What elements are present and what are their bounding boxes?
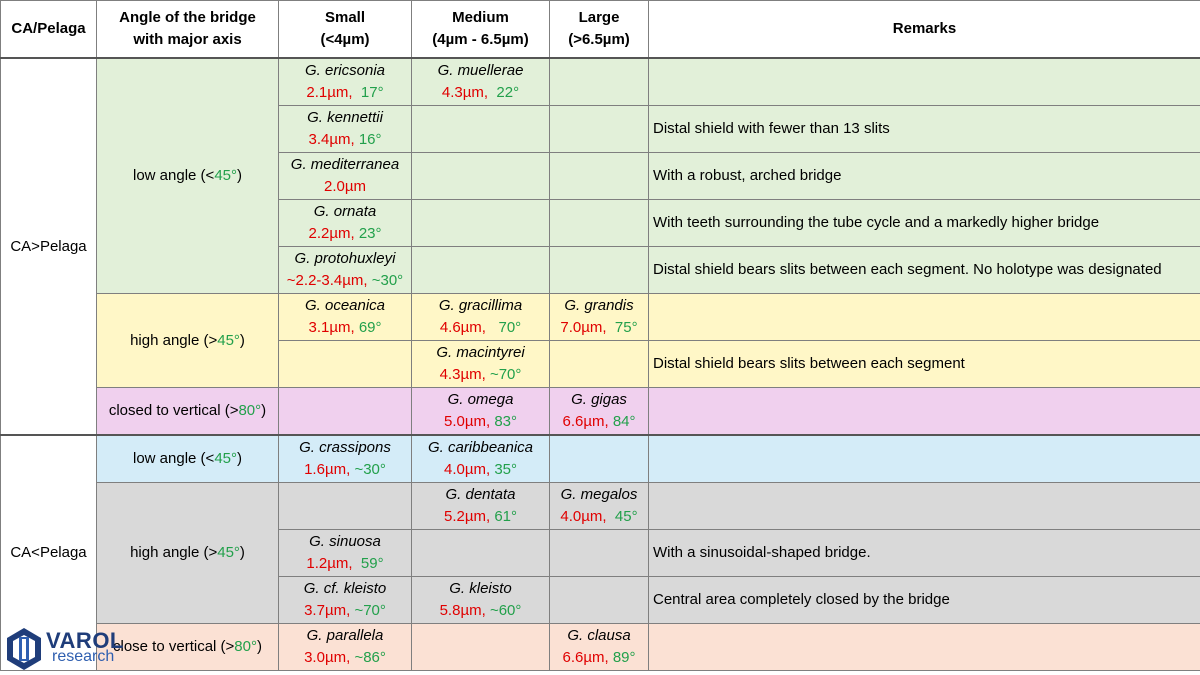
species-cell: G. ornata 2.2µm, 23° — [279, 200, 412, 247]
header-angle: Angle of the bridge with major axis — [97, 1, 279, 59]
remark-cell — [649, 388, 1200, 436]
species-cell: G. sinuosa 1.2µm, 59° — [279, 530, 412, 577]
angle-vertical-1: closed to vertical (>80°) — [97, 388, 279, 436]
species-cell: G. gracillima 4.6µm, 70° — [412, 294, 550, 341]
angle-high-2: high angle (>45°) — [97, 483, 279, 624]
species-cell: G. muellerae 4.3µm, 22° — [412, 58, 550, 106]
species-cell: G. dentata 5.2µm, 61° — [412, 483, 550, 530]
empty-cell — [279, 483, 412, 530]
empty-cell — [550, 106, 649, 153]
remark-cell — [649, 294, 1200, 341]
table-row — [1, 58, 1200, 106]
species-cell: G. gigas 6.6µm, 84° — [550, 388, 649, 436]
remark-cell — [649, 483, 1200, 530]
empty-cell — [412, 106, 550, 153]
empty-cell — [412, 200, 550, 247]
species-cell: G. crassipons 1.6µm, ~30° — [279, 435, 412, 483]
header-ca-pelaga: CA/Pelaga — [1, 1, 97, 59]
species-cell: G. caribbeanica 4.0µm, 35° — [412, 435, 550, 483]
empty-cell — [550, 200, 649, 247]
remark-cell — [649, 58, 1200, 106]
header-small: Small (<4µm) — [279, 1, 412, 59]
empty-cell — [550, 58, 649, 106]
remark-cell — [649, 435, 1200, 483]
empty-cell — [279, 388, 412, 436]
species-cell: G. mediterranea 2.0µm — [279, 153, 412, 200]
species-cell: G. macintyrei 4.3µm, ~70° — [412, 341, 550, 388]
header-medium: Medium (4µm - 6.5µm) — [412, 1, 550, 59]
group-ca-greater: CA>Pelaga — [1, 58, 97, 435]
empty-cell — [550, 577, 649, 624]
remark-cell: Distal shield bears slits between each segment. No holotype was designated — [649, 247, 1200, 294]
group-ca-less: CA<Pelaga — [1, 435, 97, 671]
angle-low-1: low angle (<45°) — [97, 58, 279, 294]
remark-cell: With teeth surrounding the tube cycle and a markedly higher bridge — [649, 200, 1200, 247]
species-cell: G. parallela 3.0µm, ~86° — [279, 624, 412, 671]
table-row — [1, 294, 1200, 341]
logo-research-text: research — [52, 648, 115, 665]
species-cell: G. omega 5.0µm, 83° — [412, 388, 550, 436]
empty-cell — [412, 624, 550, 671]
remark-cell: Central area completely closed by the bridge — [649, 577, 1200, 624]
angle-low-2: low angle (<45°) — [97, 435, 279, 483]
species-cell: G. protohuxleyi ~2.2-3.4µm, ~30° — [279, 247, 412, 294]
species-cell: G. megalos 4.0µm, 45° — [550, 483, 649, 530]
logo-varol-text: VAROL — [46, 628, 124, 653]
table-row — [1, 388, 1200, 436]
empty-cell — [550, 435, 649, 483]
species-cell: G. kleisto 5.8µm, ~60° — [412, 577, 550, 624]
species-cell: G. clausa 6.6µm, 89° — [550, 624, 649, 671]
species-cell: G. grandis 7.0µm, 75° — [550, 294, 649, 341]
empty-cell — [550, 247, 649, 294]
species-cell: G. cf. kleisto 3.7µm, ~70° — [279, 577, 412, 624]
empty-cell — [412, 530, 550, 577]
header-row — [1, 1, 1200, 59]
empty-cell — [412, 247, 550, 294]
species-cell: G. ericsonia 2.1µm, 17° — [279, 58, 412, 106]
varol-research-logo — [4, 626, 124, 672]
species-cell: G. kennettii 3.4µm, 16° — [279, 106, 412, 153]
empty-cell — [279, 341, 412, 388]
header-remarks: Remarks — [649, 1, 1200, 59]
table-row — [1, 624, 1200, 671]
empty-cell — [550, 341, 649, 388]
remark-cell: With a robust, arched bridge — [649, 153, 1200, 200]
remark-cell: With a sinusoidal-shaped bridge. — [649, 530, 1200, 577]
header-large: Large (>6.5µm) — [550, 1, 649, 59]
table-row — [1, 435, 1200, 483]
angle-vertical-2: close to vertical (>80°) — [97, 624, 279, 671]
remark-cell — [649, 624, 1200, 671]
logo-hexagon-icon — [4, 626, 44, 672]
empty-cell — [550, 153, 649, 200]
table-row — [1, 483, 1200, 530]
empty-cell — [412, 153, 550, 200]
species-cell: G. oceanica 3.1µm, 69° — [279, 294, 412, 341]
remark-cell: Distal shield bears slits between each segment — [649, 341, 1200, 388]
empty-cell — [550, 530, 649, 577]
remark-cell: Distal shield with fewer than 13 slits — [649, 106, 1200, 153]
angle-high-1: high angle (>45°) — [97, 294, 279, 388]
